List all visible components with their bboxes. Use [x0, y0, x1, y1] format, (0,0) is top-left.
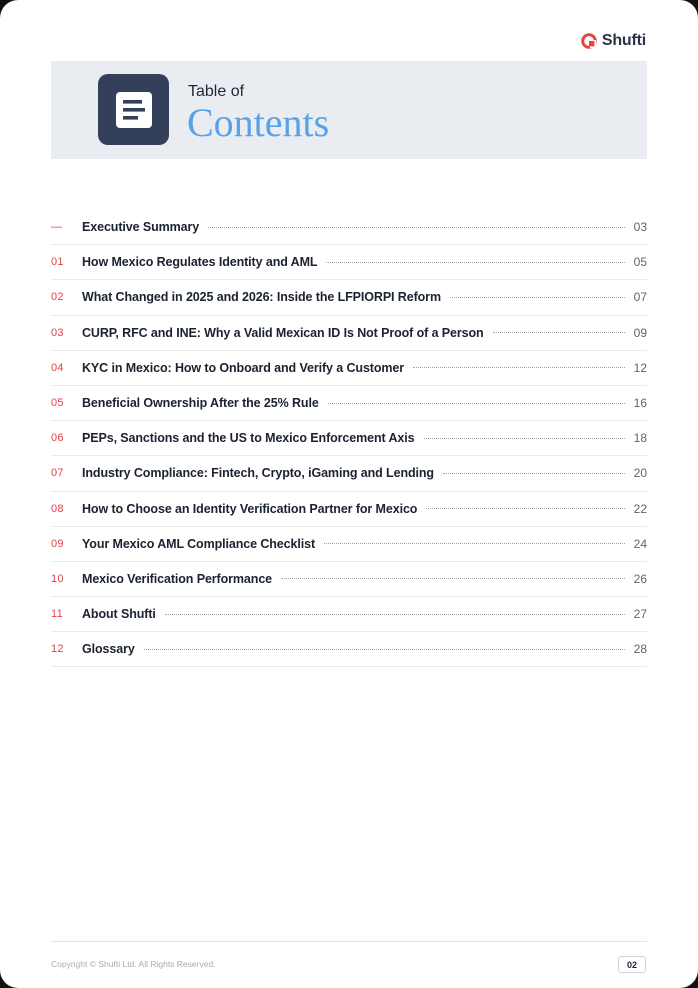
toc-entry[interactable] [51, 597, 647, 632]
toc-entry-number: 09 [51, 537, 64, 550]
toc-entry-page[interactable]: 26 [633, 571, 647, 586]
toc-entry-title[interactable]: Your Mexico AML Compliance Checklist [82, 536, 316, 551]
toc-entry-number: — [51, 221, 63, 234]
brand-logo [580, 32, 646, 50]
toc-entry[interactable] [51, 280, 647, 315]
toc-dot-leader [413, 367, 625, 368]
toc-entry-title[interactable]: Industry Compliance: Fintech, Crypto, iGaming and Lending [82, 466, 434, 481]
toc-entry[interactable] [51, 245, 647, 280]
toc-dot-leader [165, 614, 625, 615]
toc-entry[interactable] [51, 562, 647, 597]
toc-entry[interactable] [51, 632, 647, 667]
toc-entry-number: 06 [51, 432, 64, 445]
toc-entry[interactable] [51, 210, 647, 245]
toc-entry-number: 07 [51, 467, 64, 480]
toc-dot-leader [424, 438, 625, 439]
toc-entry-page[interactable]: 22 [633, 501, 647, 516]
toc-entry-title[interactable]: Beneficial Ownership After the 25% Rule [82, 396, 319, 411]
brand-name: Shufti [601, 32, 646, 49]
toc-entry-page[interactable]: 09 [633, 325, 647, 340]
toc-entry-page[interactable]: 05 [633, 255, 647, 270]
footer-copyright: Copyright © Shufti Ltd. All Rights Reserved. [51, 959, 216, 969]
toc-entry[interactable] [51, 456, 647, 491]
toc-entry-number: 10 [51, 572, 64, 585]
toc-entry-number: 12 [51, 643, 64, 656]
toc-dot-leader [324, 543, 625, 544]
toc-dot-leader [144, 649, 625, 650]
toc-entry-page[interactable]: 27 [633, 607, 647, 622]
toc-entry-number: 02 [51, 291, 64, 304]
document-icon [114, 90, 154, 130]
header-pretitle: Table of [188, 83, 245, 100]
toc-entry-title[interactable]: What Changed in 2025 and 2026: Inside the LFPIORPI Reform [82, 290, 441, 305]
toc-dot-leader [208, 227, 625, 228]
toc-entry-title[interactable]: About Shufti [82, 607, 156, 622]
toc-entry-title[interactable]: How Mexico Regulates Identity and AML [82, 255, 318, 270]
page-title: Contents [187, 100, 330, 145]
header-band [51, 61, 647, 159]
toc-entry-page[interactable]: 12 [633, 360, 647, 375]
toc-entry-page[interactable]: 18 [633, 431, 647, 446]
toc-entry[interactable] [51, 386, 647, 421]
toc-dot-leader [328, 403, 625, 404]
toc-dot-leader [493, 332, 625, 333]
toc-entry-page[interactable]: 16 [633, 396, 647, 411]
toc-entry[interactable] [51, 316, 647, 351]
toc-entry-page[interactable]: 20 [633, 466, 647, 481]
toc-entry-title[interactable]: Mexico Verification Performance [82, 571, 273, 586]
footer-divider [51, 941, 647, 942]
toc-entry-page[interactable]: 24 [633, 536, 647, 551]
toc-entry-title[interactable]: KYC in Mexico: How to Onboard and Verify a Customer [82, 360, 405, 375]
toc-entry-page[interactable]: 07 [633, 290, 647, 305]
toc-entry-number: 03 [51, 326, 64, 339]
toc-entry-title[interactable]: Glossary [82, 642, 135, 657]
toc-entry[interactable] [51, 421, 647, 456]
toc-entry-number: 04 [51, 361, 64, 374]
toc-entry-number: 08 [51, 502, 64, 515]
toc-entry-title[interactable]: PEPs, Sanctions and the US to Mexico Enforcement Axis [82, 431, 415, 446]
toc-entry-title[interactable]: How to Choose an Identity Verification Partner for Mexico [82, 501, 418, 516]
toc-dot-leader [426, 508, 624, 509]
footer-page-number: 02 [618, 956, 646, 973]
toc-entry-title[interactable]: CURP, RFC and INE: Why a Valid Mexican ID Is Not Proof of a Person [82, 325, 484, 340]
toc-entry-number: 05 [51, 397, 64, 410]
document-icon-box [98, 74, 169, 145]
toc-entry[interactable] [51, 492, 647, 527]
toc-entry-page[interactable]: 28 [633, 642, 647, 657]
toc-entry-page[interactable]: 03 [633, 220, 647, 235]
toc-entry-number: 11 [51, 608, 64, 621]
shufti-logo-icon [580, 32, 598, 50]
toc-dot-leader [326, 262, 624, 263]
toc-dot-leader [450, 297, 625, 298]
toc-dot-leader [281, 578, 625, 579]
toc-entry[interactable] [51, 351, 647, 386]
toc-dot-leader [443, 473, 625, 474]
toc-entry[interactable] [51, 527, 647, 562]
toc-entry-title[interactable]: Executive Summary [82, 220, 200, 235]
table-of-contents [51, 210, 647, 667]
toc-entry-number: 01 [51, 256, 64, 269]
